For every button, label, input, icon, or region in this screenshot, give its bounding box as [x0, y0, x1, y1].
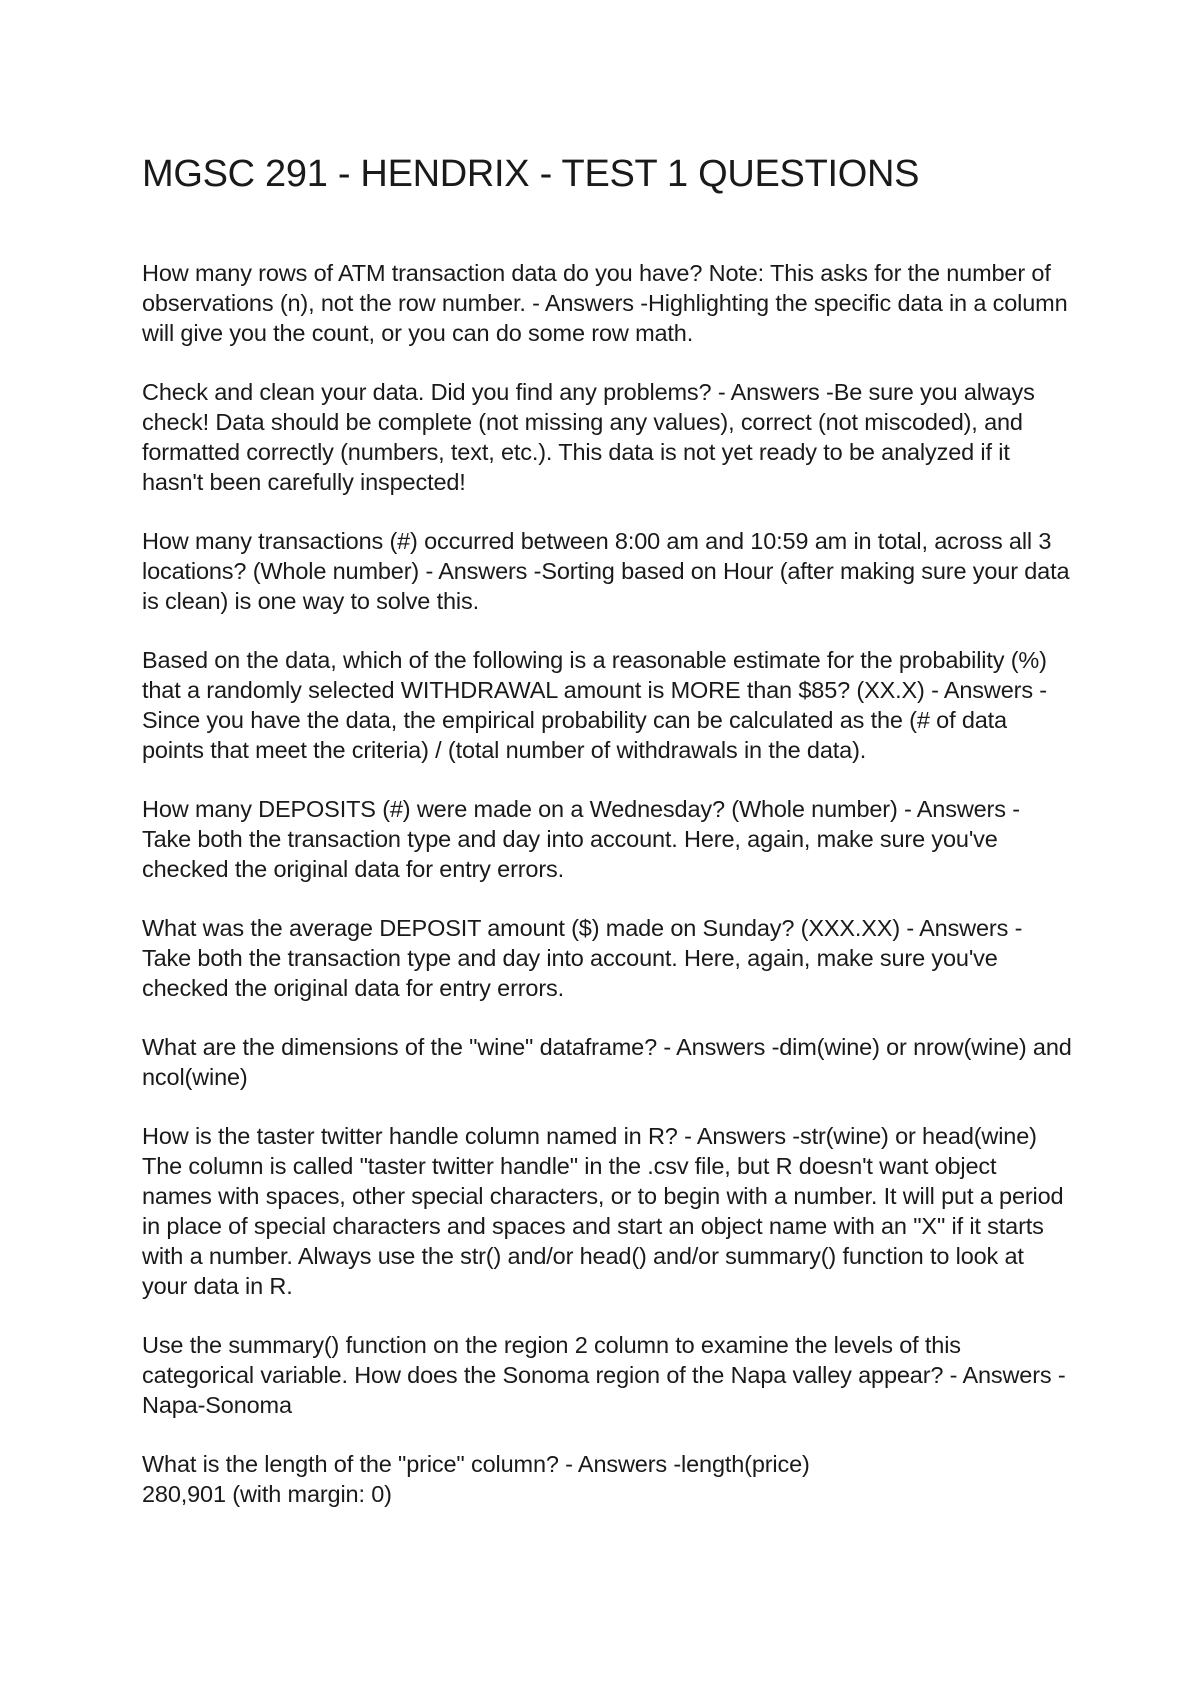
document-title: MGSC 291 - HENDRIX - TEST 1 QUESTIONS	[142, 153, 920, 195]
question-answer-10: What is the length of the "price" column? - Answers -length(price) 280,901 (with margin: 0)	[142, 1451, 810, 1507]
question-answer-7: What are the dimensions of the "wine" dataframe? - Answers -dim(wine) or nrow(wine) and ncol(wine)	[142, 1034, 1072, 1090]
question-list	[142, 258, 1072, 1538]
question-answer-5: How many DEPOSITS (#) were made on a Wednesday? (Whole number) - Answers - Take both the transaction type and day into account. Here, again, make sure you've checked the original data for entry errors.	[142, 796, 1020, 882]
question-answer-2: Check and clean your data. Did you find any problems? - Answers -Be sure you always check! Data should be complete (not missing any values), correct (not miscoded), and formatted correctly (numbers, text, etc.). This data is not yet ready to be analyzed if it hasn't been carefully inspected!	[142, 379, 1035, 495]
question-answer-9: Use the summary() function on the region 2 column to examine the levels of this categorical variable. How does the Sonoma region of the Napa valley appear? - Answers -Napa-Sonoma	[142, 1332, 1066, 1418]
question-answer-1: How many rows of ATM transaction data do you have? Note: This asks for the number of observations (n), not the row number. - Answers -Highlighting the specific data in a column will give you the count, or you can do some row math.	[142, 260, 1068, 346]
question-answer-6: What was the average DEPOSIT amount ($) made on Sunday? (XXX.XX) - Answers - Take both the transaction type and day into account. Here, again, make sure you've checked the original data for entry errors.	[142, 915, 1023, 1001]
question-answer-4: Based on the data, which of the following is a reasonable estimate for the probability (%) that a randomly selected WITHDRAWAL amount is MORE than $85? (XX.X) - Answers -Since you have the data, the empirical probability can be calculated as the (# of data points that meet the criteria) / (total number of withdrawals in the data).	[142, 647, 1047, 763]
question-answer-8: How is the taster twitter handle column named in R? - Answers -str(wine) or head(wine) The column is called "taster twitter handle" in the .csv file, but R doesn't want object names with spaces, other special characters, or to begin with a number. It will put a period in place of special characters and spaces and start an object name with an "X" if it starts with a number. Always use the str() and/or head() and/or summary() function to look at your data in R.	[142, 1123, 1064, 1299]
question-answer-3: How many transactions (#) occurred between 8:00 am and 10:59 am in total, across all 3 locations? (Whole number) - Answers -Sorting based on Hour (after making sure your data is clean) is one way to solve this.	[142, 528, 1070, 614]
